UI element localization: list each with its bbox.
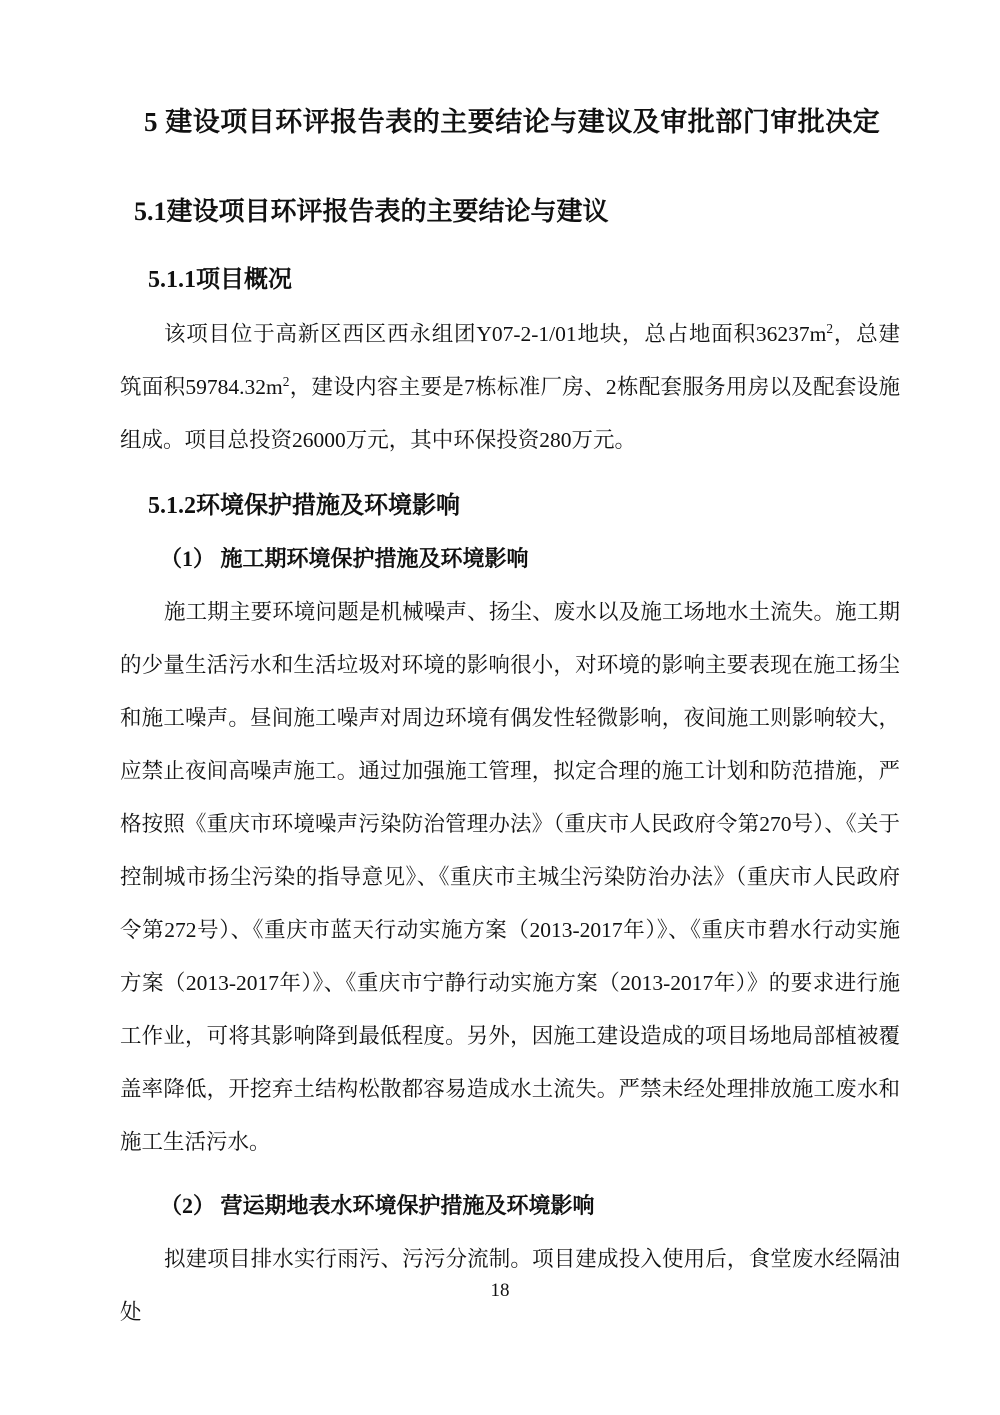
superscript: 2 <box>826 320 834 336</box>
text-segment: ，总建筑面积59784.32m <box>120 322 900 400</box>
superscript: 2 <box>282 373 290 389</box>
page-number: 18 <box>490 1280 510 1301</box>
section-5-1-heading: 5.1建设项目环评报告表的主要结论与建议 <box>134 196 609 226</box>
operation-period-paragraph: 拟建项目排水实行雨污、污污分流制。项目建成投入使用后，食堂废水经隔油处 <box>120 1246 900 1324</box>
project-overview-paragraph <box>120 308 900 467</box>
construction-period-subheading: （1） 施工期环境保护措施及环境影响 <box>160 546 529 572</box>
operation-period-subheading: （2） 营运期地表水环境保护措施及环境影响 <box>160 1192 595 1218</box>
section-5-1-1-heading: 5.1.1项目概况 <box>148 266 292 293</box>
construction-period-paragraph: 施工期主要环境问题是机械噪声、扬尘、废水以及施工场地水土流失。施工期的少量生活污水和生活垃圾对环境的影响很小，对环境的影响主要表现在施工扬尘和施工噪声。昼间施工噪声对周边环境有偶发性轻微影响，夜间施工则影响较大，应禁止夜间高噪声施工。通过加强施工管理，拟定合理的施工计划和防范措施，严格按照《重庆市环境噪声污染防治管理办法》（重庆市人民政府令第270号）、《关于控制城市扬尘污染的指导意见》、《重庆市主城尘污染防治办法》（重庆市人民政府令第272号）、《重庆市蓝天行动实施方案（2013-2017年）》、《重庆市碧水行动实施方案（2013-2017年）》、《重庆市宁静行动实施方案（2013-2017年）》的要求进行施工作业，可将其影响降到最低程度。另外，因施工建设造成的项目场地局部植被覆盖率降低，开挖弃土结构松散都容易造成水土流失。严禁未经处理排放施工废水和施工生活污水。 <box>120 599 900 1154</box>
text-segment: 该项目位于高新区西区西永组团Y07-2-1/01地块，总占地面积36237m <box>164 322 827 347</box>
section-5-1-2-heading: 5.1.2环境保护措施及环境影响 <box>148 493 460 520</box>
chapter-title: 5 建设项目环评报告表的主要结论与建议及审批部门审批决定 <box>144 107 881 137</box>
text-segment: ，建设内容主要是7栋标准厂房、2栋配套服务用房以及配套设施组成。项目总投资26000万元，其中环保投资280万元。 <box>120 375 900 453</box>
